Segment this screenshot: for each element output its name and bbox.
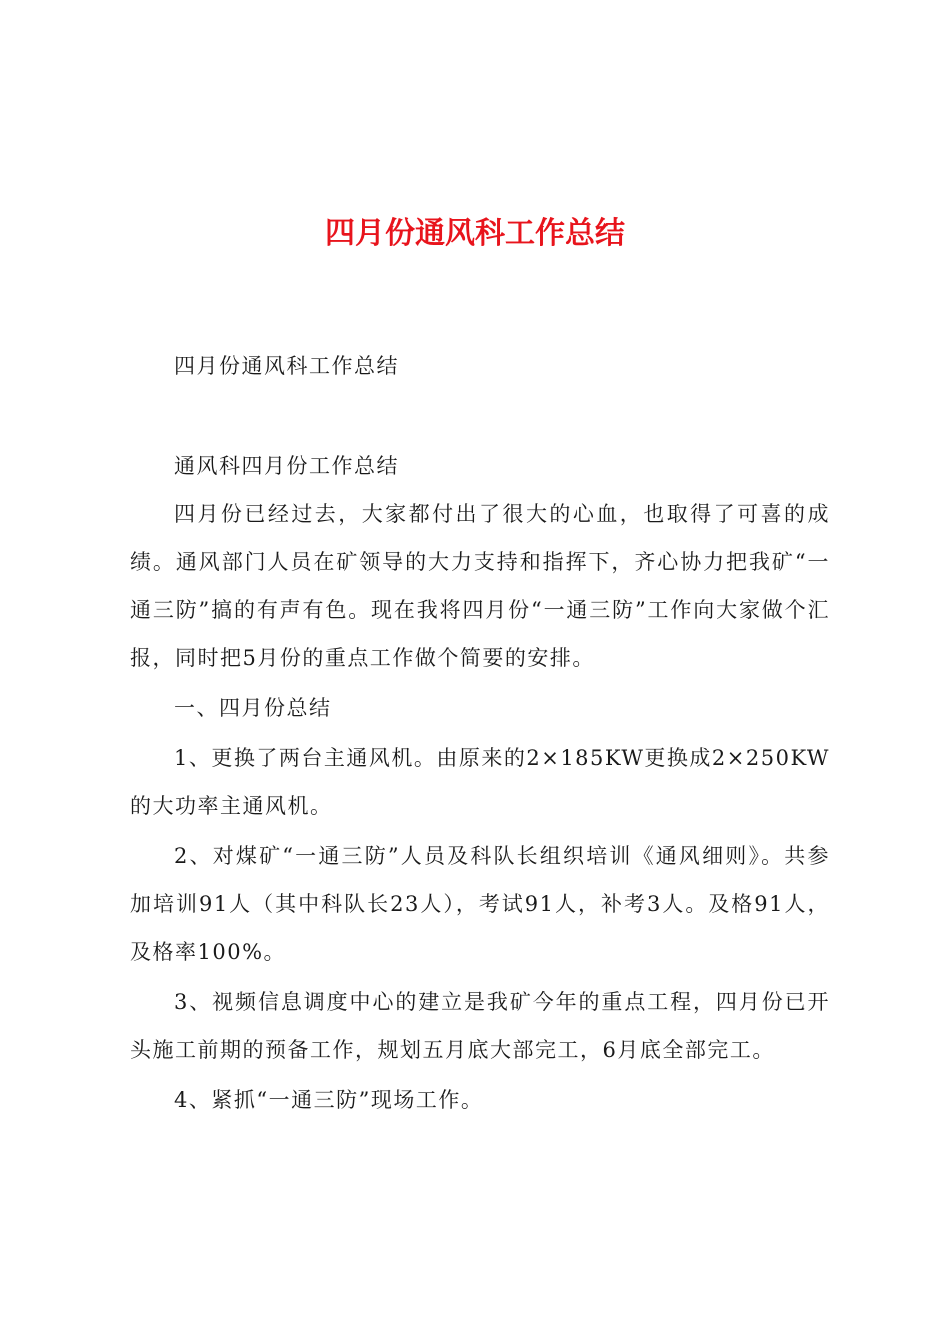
paragraph-heading-summary: 一、四月份总结 [174, 696, 332, 720]
paragraph-item-3: 3、视频信息调度中心的建立是我矿今年的重点工程，四月份已开头施工前期的预备工作，规划五月底大部完工，6月底全部完工。 [130, 990, 830, 1062]
paragraph-item-1: 1、更换了两台主通风机。由原来的2×185KW更换成2×250KW的大功率主通风机。 [130, 746, 830, 818]
section-heading: 通风科四月份工作总结 [174, 454, 399, 478]
paragraph-intro: 四月份已经过去，大家都付出了很大的心血，也取得了可喜的成绩。通风部门人员在矿领导的大力支持和指挥下，齐心协力把我矿“一通三防”搞的有声有色。现在我将四月份“一通三防”工作向大家做个汇报，同时把5月份的重点工作做个简要的安排。 [130, 502, 830, 670]
document-title: 四月份通风科工作总结 [325, 216, 625, 251]
paragraph-item-2: 2、对煤矿“一通三防”人员及科队长组织培训《通风细则》。共参加培训91人（其中科队长23人），考试91人，补考3人。及格91人，及格率100%。 [130, 844, 830, 964]
spacer [130, 390, 830, 442]
document-body [130, 342, 830, 1126]
document-subtitle: 四月份通风科工作总结 [174, 354, 399, 378]
paragraph-item-4: 4、紧抓“一通三防”现场工作。 [174, 1088, 484, 1112]
